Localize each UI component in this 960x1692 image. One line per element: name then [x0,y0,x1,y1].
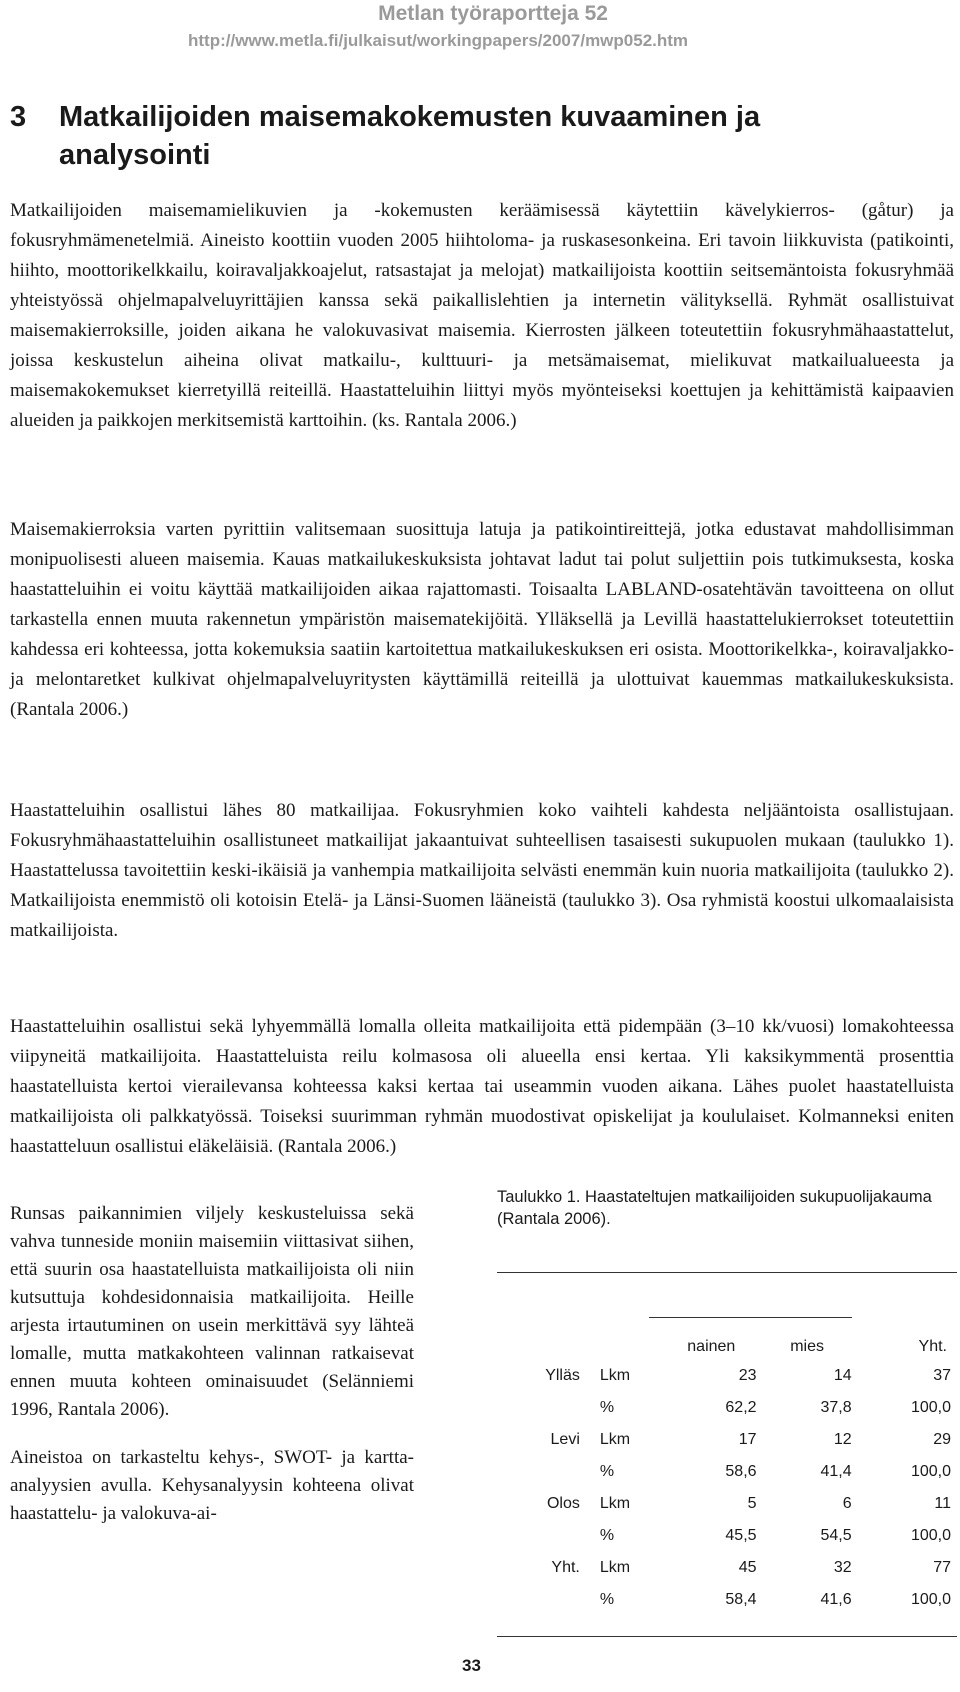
page-number: 33 [462,1656,481,1675]
row-measure: Lkm [599,1367,631,1384]
row-measure: % [599,1527,615,1544]
row-measure: % [599,1463,615,1480]
cell-mies: 32 [833,1559,852,1576]
table-caption: Taulukko 1. Haastateltujen matkailijoiden sukupuolijakauma (Rantala 2006). [497,1188,932,1228]
table-row [497,1392,957,1424]
series-title: Metlan työraportteja 52 [378,2,608,25]
table-row [497,1360,957,1392]
chapter-heading [10,98,830,174]
row-place: Ylläs [545,1367,580,1384]
table-row [497,1520,957,1552]
row-place [497,1584,588,1616]
row-measure: Lkm [599,1559,631,1576]
table-header-row [497,1318,957,1360]
row-place: Levi [550,1431,580,1448]
cell-total: 100,0 [910,1591,951,1608]
cell-mies: 37,8 [820,1399,852,1416]
publication-url[interactable]: http://www.metla.fi/julkaisut/workingpapers/2007/mwp052.htm [188,31,689,50]
cell-mies: 12 [833,1431,852,1448]
cell-nainen: 58,6 [725,1463,757,1480]
paragraph-4: Haastatteluihin osallistui sekä lyhyemmällä lomalla olleita matkailijoita että pidempään (3–10 kk/vuosi) lomakohteessa viipyneitä matkailijoita. Haastatteluista reilu kolmasosa oli alueella ensi kertaa. Yli kaksikymmentä prosenttia haastatelluista kertoi vierailevansa kohteessa kaksi kertaa tai useammin vuoden aikana. Lähes puolet haastatelluista matkailijoista oli palkkatyössä. Toiseksi suurimman ryhmän muodostivat opiskelijat ja koululaiset. Kolmanneksi eniten haastatteluun osallistui eläkeläisiä. (Rantala 2006.) [10,1016,954,1157]
cell-total: 37 [933,1367,951,1384]
cell-mies: 41,4 [820,1463,852,1480]
row-measure: % [599,1399,615,1416]
row-place [497,1520,588,1552]
cell-nainen: 5 [747,1495,757,1512]
cell-nainen: 17 [738,1431,757,1448]
gender-distribution-table [497,1318,957,1616]
table-row [497,1488,957,1520]
cell-total: 11 [934,1495,951,1512]
paragraph-3: Haastatteluihin osallistui lähes 80 matkailijaa. Fokusryhmien koko vaihteli kahdesta neljääntoista osallistujaan. Fokusryhmähaastatteluihin osallistuneet matkailijat jakaantuivat suhteellisen tasaisesti sukupuolen mukaan (taulukko 1). Haastattelussa tavoitettiin keski-ikäisiä ja vanhempia matkailijoita selvästi enemmän kuin nuoria matkailijoita (taulukko 2). Matkailijoista enemmistö oli kotoisin Etelä- ja Länsi-Suomen lääneistä (taulukko 3). Osa ryhmistä koostui ulkomaalaisista matkailijoista. [10,800,954,941]
row-place [497,1392,588,1424]
cell-mies: 54,5 [820,1527,852,1544]
column-header-mies: mies [790,1338,824,1355]
cell-mies: 14 [833,1367,852,1384]
paragraph-6: Aineistoa on tarkasteltu kehys-, SWOT- ja kartta-analyysien avulla. Kehysanalyysin kohteena olivat haastattelu- ja valokuva-ai- [10,1447,414,1524]
cell-mies: 41,6 [820,1591,852,1608]
table-row [497,1584,957,1616]
row-measure: Lkm [599,1495,631,1512]
cell-total: 100,0 [910,1527,951,1544]
row-measure: % [599,1591,615,1608]
row-place [497,1456,588,1488]
table-row [497,1552,957,1584]
paragraph-1: Matkailijoiden maisemamielikuvien ja -kokemusten keräämisessä käytettiin kävelykierros- (gåtur) ja fokusryhmämenetelmiä. Aineisto koottiin vuoden 2005 hiihtoloma- ja ruskasesonkeina. Eri tavoin liikkuvista (patikointi, hiihto, moottorikelkkailu, koiravaljakkoajelut, ratsastajat ja melojat) matkailijoista koottiin seitsemäntoista fokusryhmää yhteistyössä ohjelmapalveluyrittäjien kanssa sekä paikallislehtien ja internetin välityksellä. Ryhmät osallistuivat maisemakierroksille, joiden aikana he valokuvasivat maisemia. Kierrosten jälkeen toteutettiin fokusryhmähaastattelut, joissa keskustelun aiheina olivat matkailu-, kulttuuri- ja metsämaisemat, mielikuvat matkailualueesta ja maisemakokemukset kierretyillä reiteillä. Haastatteluihin liittyi myös myönteiseksi koettujen ja kehittämistä kaipaavien alueiden ja paikkojen merkitsemistä karttoihin. (ks. Rantala 2006.) [10,200,954,431]
paragraph-2: Maisemakierroksia varten pyrittiin valitsemaan suosittuja latuja ja patikointireittejä, jotka edustavat mahdollisimman monipuolisesti alueen maisemia. Kauas matkailukeskuksista johtavat ladut tai polut suljettiin pois tutkimuksesta, koska haastatteluihin ei voitu käyttää matkailijoiden aikaa rajattomasti. Toisaalta LABLAND-osatehtävän tavoitteena on ollut tarkastella ennen muuta rakennetun ympäristön maisematekijöitä. Ylläksellä ja Levillä haastattelukierrokset toteutettiin kahdessa eri kohteessa, jotta kokemuksia saatiin kartoitettua matkailukeskuksen eri osista. Moottorikelkka-, koiravaljakko- ja melontaretket kulkivat ohjelmapalveluyritysten käyttämillä reiteillä ja ulottuivat kauemmas matkailukeskuksista. (Rantala 2006.) [10,519,954,720]
cell-nainen: 62,2 [725,1399,757,1416]
column-header-total: Yht. [918,1338,947,1355]
table-bottom-rule [497,1636,957,1637]
cell-total: 77 [933,1559,951,1576]
cell-nainen: 23 [738,1367,757,1384]
cell-nainen: 58,4 [725,1591,757,1608]
cell-nainen: 45 [738,1559,757,1576]
row-place: Yht. [551,1559,580,1576]
paragraph-5: Runsas paikannimien viljely keskusteluissa sekä vahva tunneside moniin maisemiin viittasivat siihen, että suurin osa haastatelluista matkailijoista oli niin kutsuttuja kohdesidonnaisia matkailijoita. Heille arjesta irtautuminen on usein merkittävä syy lähteä lomalle, mutta matkakohteen valinnan ratkaisevat ennen muuta kohteen ominaisuudet (Selänniemi 1996, Rantala 2006). [10,1203,414,1420]
row-measure: Lkm [599,1431,631,1448]
cell-total: 100,0 [910,1463,951,1480]
chapter-number: 3 [10,101,27,133]
cell-total: 29 [933,1431,951,1448]
cell-total: 100,0 [910,1399,951,1416]
chapter-title: Matkailijoiden maisemakokemusten kuvaaminen ja analysointi [59,101,761,171]
table-row [497,1456,957,1488]
table-row [497,1424,957,1456]
column-header-nainen: nainen [687,1338,736,1355]
table-top-rule [497,1272,957,1273]
cell-mies: 6 [842,1495,852,1512]
row-place: Olos [546,1495,580,1512]
cell-nainen: 45,5 [725,1527,757,1544]
